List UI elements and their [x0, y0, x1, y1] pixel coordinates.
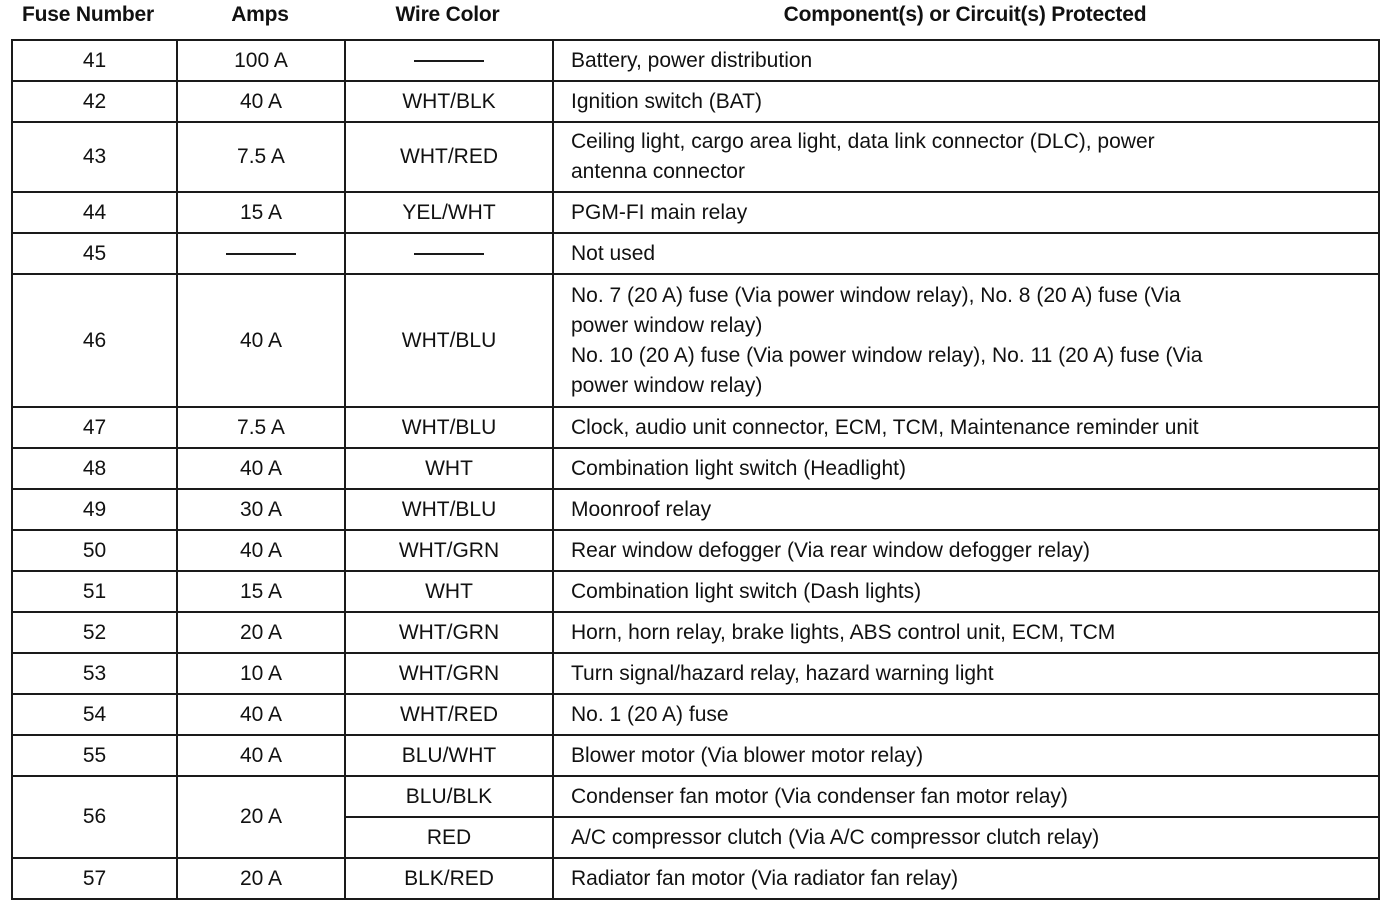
cell-fuse-number: 49	[12, 489, 177, 530]
component-line: Rear window defogger (Via rear window defogger relay)	[571, 538, 1091, 562]
cell-amps: 15 A	[177, 192, 345, 233]
cell-amps: 7.5 A	[177, 122, 345, 192]
cell-components	[553, 274, 1379, 407]
cell-wire-color: WHT/GRN	[345, 612, 553, 653]
cell-wire-color: WHT	[345, 448, 553, 489]
component-line: Condenser fan motor (Via condenser fan motor relay)	[571, 784, 1068, 808]
table-row	[12, 489, 1379, 530]
cell-wire-color: RED	[345, 817, 553, 858]
cell-fuse-number: 52	[12, 612, 177, 653]
cell-wire-color: WHT/BLK	[345, 81, 553, 122]
dash-mark	[226, 253, 296, 255]
cell-amps: 30 A	[177, 489, 345, 530]
dash-mark	[414, 253, 484, 255]
cell-components	[553, 530, 1379, 571]
cell-components	[553, 407, 1379, 448]
component-line: No. 7 (20 A) fuse (Via power window relay), No. 8 (20 A) fuse (Via	[571, 283, 1181, 307]
cell-fuse-number: 54	[12, 694, 177, 735]
cell-wire-color: WHT/BLU	[345, 407, 553, 448]
component-line: No. 10 (20 A) fuse (Via power window relay), No. 11 (20 A) fuse (Via	[571, 343, 1203, 367]
cell-amps: 40 A	[177, 448, 345, 489]
cell-amps: 10 A	[177, 653, 345, 694]
cell-amps: 40 A	[177, 530, 345, 571]
component-line: Combination light switch (Dash lights)	[571, 579, 922, 603]
cell-wire-color	[345, 40, 553, 81]
cell-wire-color: WHT/GRN	[345, 653, 553, 694]
cell-wire-color: WHT/BLU	[345, 274, 553, 407]
cell-components	[553, 571, 1379, 612]
cell-fuse-number: 51	[12, 571, 177, 612]
table-row	[12, 571, 1379, 612]
table-row	[12, 81, 1379, 122]
cell-wire-color: BLK/RED	[345, 858, 553, 899]
cell-fuse-number: 50	[12, 530, 177, 571]
cell-components	[553, 653, 1379, 694]
cell-wire-color: WHT/GRN	[345, 530, 553, 571]
component-line: A/C compressor clutch (Via A/C compressor clutch relay)	[571, 825, 1100, 849]
cell-fuse-number: 44	[12, 192, 177, 233]
table-row	[12, 735, 1379, 776]
cell-wire-color: WHT/RED	[345, 694, 553, 735]
cell-fuse-number: 41	[12, 40, 177, 81]
table-row	[12, 776, 1379, 817]
cell-fuse-number: 47	[12, 407, 177, 448]
table-row	[12, 612, 1379, 653]
cell-amps	[177, 233, 345, 274]
cell-wire-color: WHT	[345, 571, 553, 612]
cell-wire-color	[345, 233, 553, 274]
component-line: power window relay)	[571, 313, 763, 337]
table-row	[12, 653, 1379, 694]
cell-amps: 40 A	[177, 735, 345, 776]
component-line: Battery, power distribution	[571, 48, 813, 72]
cell-fuse-number: 46	[12, 274, 177, 407]
component-line: Clock, audio unit connector, ECM, TCM, Maintenance reminder unit	[571, 415, 1199, 439]
component-line: Turn signal/hazard relay, hazard warning light	[571, 661, 994, 685]
table-row	[12, 407, 1379, 448]
cell-components	[553, 233, 1379, 274]
cell-components	[553, 448, 1379, 489]
cell-fuse-number: 53	[12, 653, 177, 694]
cell-fuse-number: 43	[12, 122, 177, 192]
cell-amps: 20 A	[177, 612, 345, 653]
component-line: power window relay)	[571, 373, 763, 397]
component-line: Radiator fan motor (Via radiator fan relay)	[571, 866, 959, 890]
cell-amps: 20 A	[177, 858, 345, 899]
cell-components	[553, 489, 1379, 530]
component-line: Ceiling light, cargo area light, data link connector (DLC), power	[571, 130, 1155, 153]
table-row	[12, 192, 1379, 233]
cell-wire-color: BLU/WHT	[345, 735, 553, 776]
cell-fuse-number: 57	[12, 858, 177, 899]
table-row	[12, 694, 1379, 735]
cell-amps: 20 A	[177, 776, 345, 858]
component-line: Blower motor (Via blower motor relay)	[571, 743, 924, 767]
cell-components	[553, 817, 1379, 858]
cell-fuse-number: 56	[12, 776, 177, 858]
dash-mark	[414, 60, 484, 62]
component-line: Combination light switch (Headlight)	[571, 456, 906, 480]
cell-amps: 7.5 A	[177, 407, 345, 448]
header-amps: Amps	[231, 3, 289, 26]
component-line: Ignition switch (BAT)	[571, 89, 762, 113]
cell-components	[553, 694, 1379, 735]
cell-fuse-number: 45	[12, 233, 177, 274]
cell-components	[553, 858, 1379, 899]
cell-components	[553, 81, 1379, 122]
table-row	[12, 122, 1379, 192]
cell-components	[553, 192, 1379, 233]
cell-amps: 40 A	[177, 81, 345, 122]
cell-amps: 15 A	[177, 571, 345, 612]
table-header	[0, 0, 1392, 40]
component-line: Horn, horn relay, brake lights, ABS control unit, ECM, TCM	[571, 620, 1116, 644]
cell-fuse-number: 55	[12, 735, 177, 776]
header-fuse-number: Fuse Number	[22, 3, 154, 26]
component-line: Moonroof relay	[571, 497, 712, 521]
header-wire-color: Wire Color	[395, 3, 500, 26]
component-line: No. 1 (20 A) fuse	[571, 702, 729, 726]
component-line: PGM-FI main relay	[571, 200, 748, 224]
cell-components	[553, 122, 1379, 192]
cell-fuse-number: 42	[12, 81, 177, 122]
cell-amps: 40 A	[177, 274, 345, 407]
table-row	[12, 448, 1379, 489]
table-row	[12, 530, 1379, 571]
cell-components	[553, 612, 1379, 653]
table-row	[12, 858, 1379, 899]
table-row	[12, 274, 1379, 407]
cell-components	[553, 776, 1379, 817]
cell-wire-color: BLU/BLK	[345, 776, 553, 817]
header-components: Component(s) or Circuit(s) Protected	[783, 3, 1147, 26]
table-row	[12, 233, 1379, 274]
component-line: Not used	[571, 241, 656, 265]
fuse-table	[11, 39, 1380, 900]
cell-fuse-number: 48	[12, 448, 177, 489]
table-row	[12, 40, 1379, 81]
cell-wire-color: YEL/WHT	[345, 192, 553, 233]
cell-wire-color: WHT/RED	[345, 122, 553, 192]
cell-wire-color: WHT/BLU	[345, 489, 553, 530]
cell-components	[553, 40, 1379, 81]
fuse-table-body	[12, 40, 1379, 899]
component-line: antenna connector	[571, 160, 745, 183]
cell-components	[553, 735, 1379, 776]
cell-amps: 40 A	[177, 694, 345, 735]
cell-amps: 100 A	[177, 40, 345, 81]
